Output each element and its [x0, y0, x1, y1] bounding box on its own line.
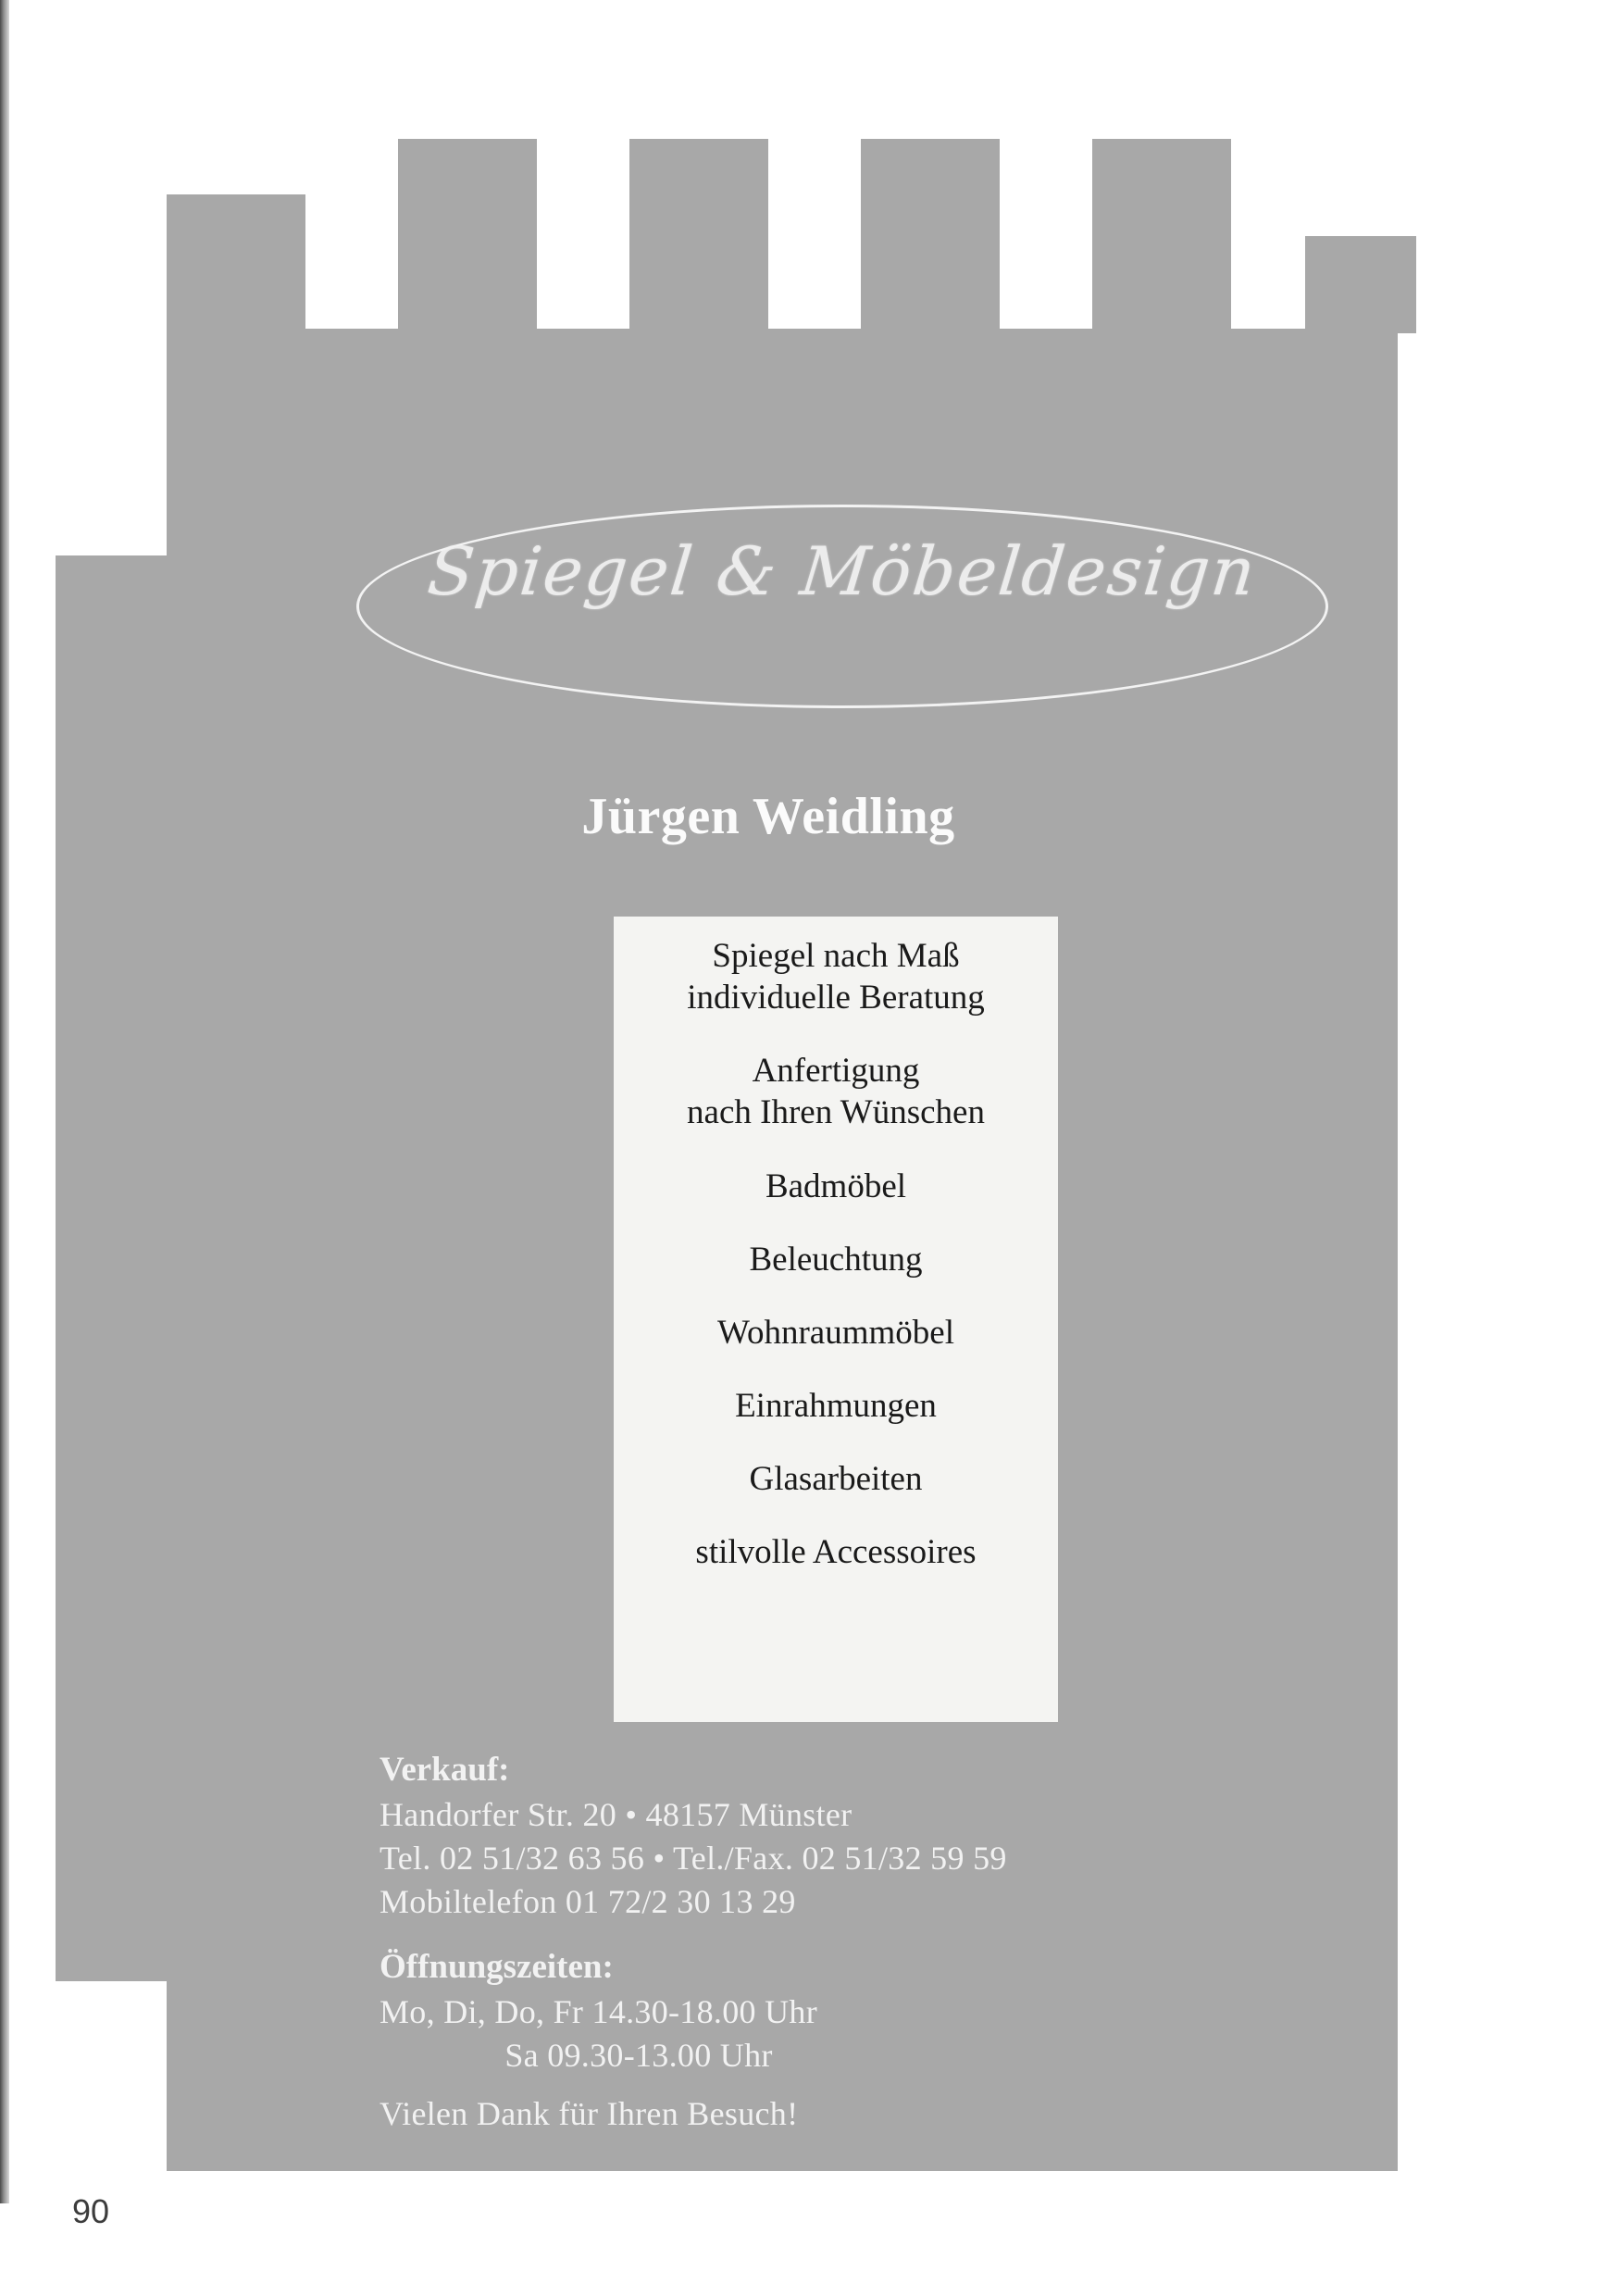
crenellation-block: [171, 1972, 301, 2097]
services-box: [614, 917, 1058, 1722]
service-item: Spiegel nach Maß: [712, 937, 960, 975]
page-number: 90: [72, 2192, 110, 2230]
service-item: Einrahmungen: [735, 1386, 937, 1425]
service-item: Glasarbeiten: [749, 1460, 923, 1498]
hours-weekdays: Mo, Di, Do, Fr 14.30-18.00 Uhr: [380, 1993, 817, 2031]
contact-block: [380, 1750, 1398, 2136]
advertisement-panel: [74, 139, 1462, 2132]
service-item: nach Ihren Wünschen: [687, 1093, 985, 1132]
crenellation-block: [398, 139, 537, 333]
crenellation-block: [167, 194, 305, 333]
logo-text: Spiegel & Möbeldesign: [424, 532, 1261, 610]
service-item: Anfertigung: [752, 1052, 920, 1091]
owner-name: Jürgen Weidling: [581, 788, 955, 845]
sales-address: Handorfer Str. 20 • 48157 Münster: [380, 1796, 853, 1833]
spacer: [380, 1923, 1398, 1947]
service-item: Beleuchtung: [749, 1240, 923, 1279]
sales-mobile: Mobiltelefon 01 72/2 30 13 29: [380, 1882, 796, 1920]
crenellation-block: [861, 139, 1000, 333]
crenellation-block: [629, 139, 768, 333]
hours-heading: Öffnungszeiten:: [380, 1948, 614, 1987]
crenellation-block: [1092, 139, 1231, 333]
thanks-message: Vielen Dank für Ihren Besuch!: [380, 2094, 799, 2132]
page-binding-edge: [0, 0, 9, 2203]
sales-heading: Verkauf:: [380, 1751, 510, 1789]
service-item: Wohnraummöbel: [717, 1313, 954, 1352]
service-item: stilvolle Accessoires: [695, 1533, 977, 1572]
hours-saturday: Sa 09.30-13.00 Uhr: [504, 2037, 773, 2075]
service-item: Badmöbel: [765, 1167, 907, 1205]
crenellation-block: [56, 555, 171, 1981]
crenellation-block: [1305, 236, 1416, 333]
sales-phone: Tel. 02 51/32 63 56 • Tel./Fax. 02 51/32 59 59: [380, 1839, 1007, 1877]
service-item: individuelle Beratung: [687, 979, 985, 1017]
